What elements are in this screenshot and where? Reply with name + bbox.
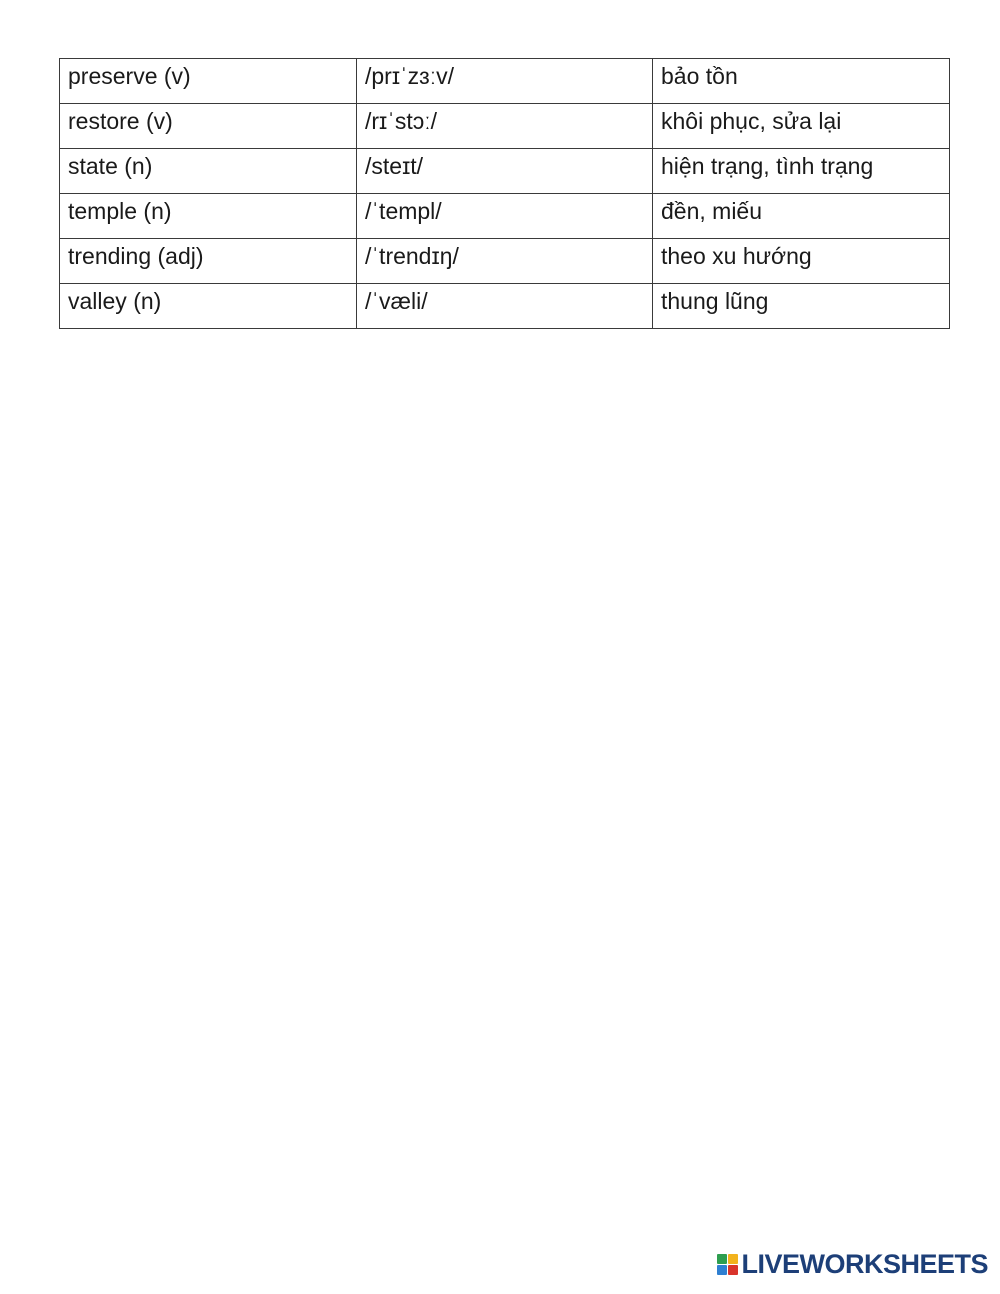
liveworksheets-logo-icon: [717, 1254, 738, 1275]
pronunciation-cell: /ˈvæli/: [357, 284, 653, 329]
pronunciation-cell: /ˈtrendɪŋ/: [357, 239, 653, 284]
word-cell: temple (n): [60, 194, 357, 239]
meaning-cell: bảo tồn: [653, 59, 950, 104]
pronunciation-cell: /steɪt/: [357, 149, 653, 194]
pronunciation-cell: /ˈtempl/: [357, 194, 653, 239]
word-cell: valley (n): [60, 284, 357, 329]
word-cell: trending (adj): [60, 239, 357, 284]
meaning-cell: hiện trạng, tình trạng: [653, 149, 950, 194]
liveworksheets-brand: [717, 1249, 988, 1280]
brand-name: LIVEWORKSHEETS: [741, 1249, 988, 1279]
word-cell: state (n): [60, 149, 357, 194]
meaning-cell: theo xu hướng: [653, 239, 950, 284]
logo-square-blue: [717, 1265, 727, 1275]
meaning-cell: khôi phục, sửa lại: [653, 104, 950, 149]
logo-square-green: [717, 1254, 727, 1264]
meaning-cell: đền, miếu: [653, 194, 950, 239]
word-cell: restore (v): [60, 104, 357, 149]
table-row: [60, 194, 950, 239]
logo-square-yellow: [728, 1254, 738, 1264]
vocabulary-table: [59, 58, 950, 329]
word-cell: preserve (v): [60, 59, 357, 104]
logo-square-red: [728, 1265, 738, 1275]
pronunciation-cell: /rɪˈstɔː/: [357, 104, 653, 149]
table-row: [60, 59, 950, 104]
table-row: [60, 239, 950, 284]
table-row: [60, 104, 950, 149]
meaning-cell: thung lũng: [653, 284, 950, 329]
pronunciation-cell: /prɪˈzɜːv/: [357, 59, 653, 104]
table-row: [60, 149, 950, 194]
table-row: [60, 284, 950, 329]
